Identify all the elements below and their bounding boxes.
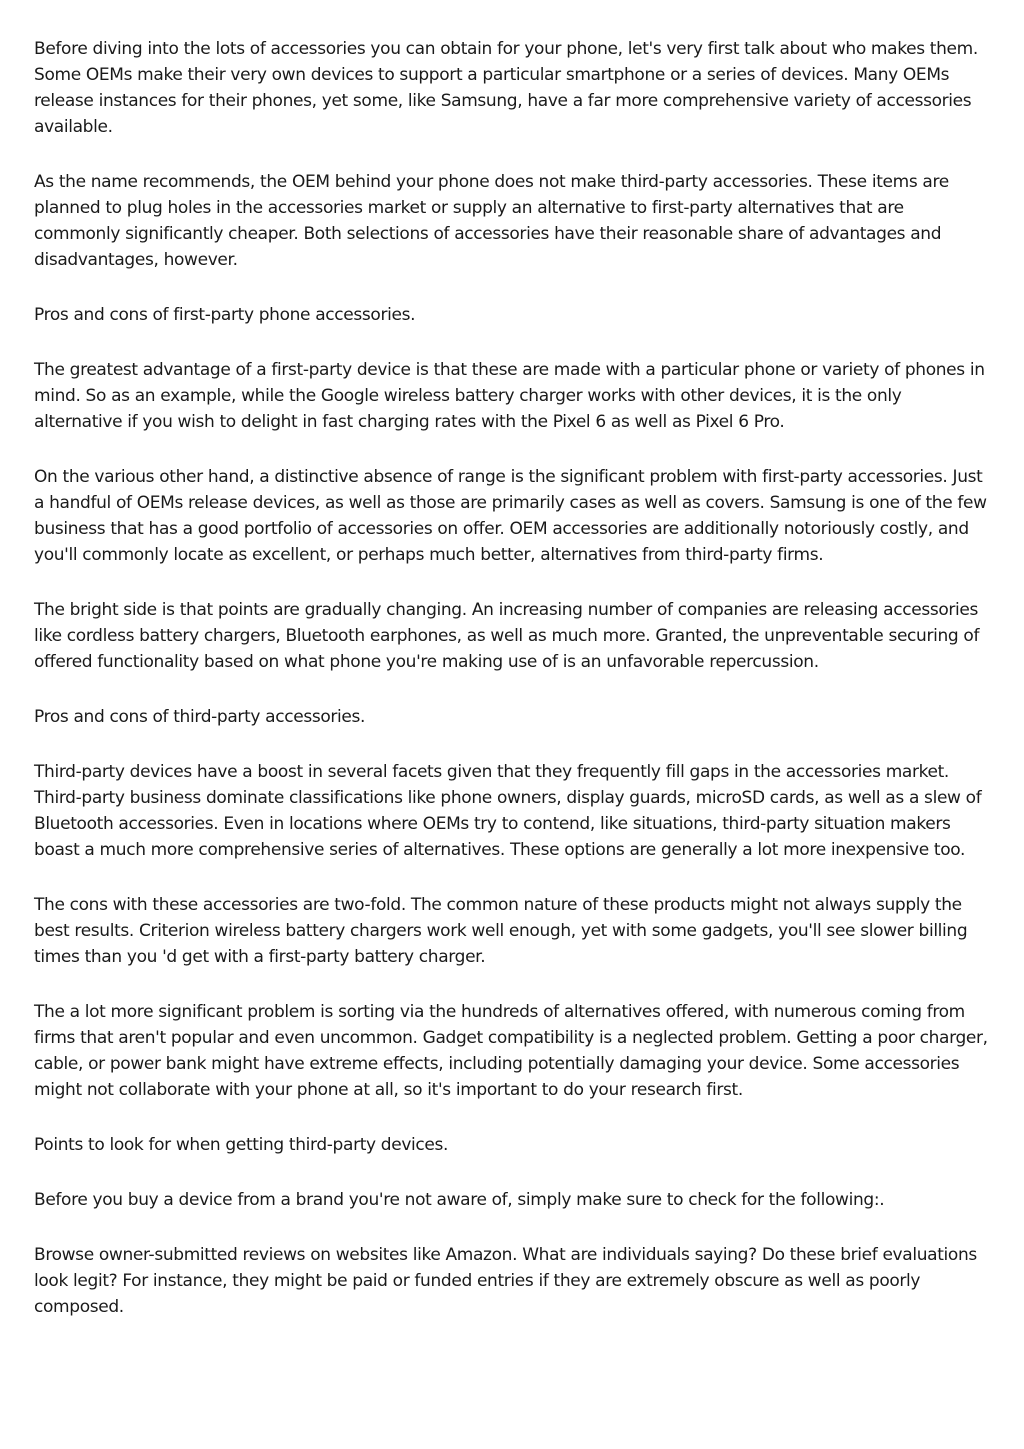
heading-first-party-pros-cons: Pros and cons of first-party phone accessories. — [34, 305, 416, 325]
paragraph-third-party-advantage: Third-party devices have a boost in several facets given that they frequently fill gaps in the accessories market. Third-party business dominate classifications like phone owners, display guards, microSD cards, as well as a slew of Bluetooth accessories. Even in locations where OEMs try to contend, like situations, third-party situation makers boast a much more comprehensive series of alternatives. These options are generally a lot more inexpensive too. — [34, 762, 982, 860]
paragraph-third-party-definition: As the name recommends, the OEM behind your phone does not make third-party accessories. These items are planned to plug holes in the accessories market or supply an alternative to first-party alternatives that are commonly significantly cheaper. Both selections of accessories have their reasonable share of advantages and disadvantages, however. — [34, 172, 949, 270]
heading-third-party-pros-cons: Pros and cons of third-party accessories. — [34, 707, 366, 727]
paragraph-third-party-cons: The cons with these accessories are two-fold. The common nature of these products might not always supply the best results. Criterion wireless battery chargers work well enough, yet with some gadgets, you'll see slower billing times than you 'd get with a first-party battery charger. — [34, 895, 968, 967]
paragraph-bright-side: The bright side is that points are gradually changing. An increasing number of companies are releasing accessories like cordless battery chargers, Bluetooth earphones, as well as much more. Granted, the unpreventable securing of offered functionality based on what phone you're making use of is an unfavorable repercussion. — [34, 600, 980, 672]
paragraph-first-party-advantage: The greatest advantage of a first-party device is that these are made with a particular phone or variety of phones in mind. So as an example, while the Google wireless battery charger works with other devices, it is the only alternative if you wish to delight in fast charging rates with the Pixel 6 as well as Pixel 6 Pro. — [34, 360, 985, 432]
paragraph-before-you-buy: Before you buy a device from a brand you're not aware of, simply make sure to check for the following:. — [34, 1190, 885, 1210]
paragraph-browse-reviews: Browse owner-submitted reviews on websites like Amazon. What are individuals saying? Do these brief evaluations look legit? For instance, they might be paid or funded entries if they are extremely obscure as well as poorly composed. — [34, 1245, 977, 1317]
paragraph-intro: Before diving into the lots of accessories you can obtain for your phone, let's very first talk about who makes them. Some OEMs make their very own devices to support a particular smartphone or a series of devices. Many OEMs release instances for their phones, yet some, like Samsung, have a far more comprehensive variety of accessories available. — [34, 39, 978, 137]
heading-what-to-look-for: Points to look for when getting third-party devices. — [34, 1135, 449, 1155]
paragraph-significant-problem: The a lot more significant problem is sorting via the hundreds of alternatives offered, with numerous coming from firms that aren't popular and even uncommon. Gadget compatibility is a neglected problem. Getting a poor charger, cable, or power bank might have extreme effects, including potentially damaging your device. Some accessories might not collaborate with your phone at all, so it's important to do your research first. — [34, 1002, 988, 1100]
article-body — [34, 36, 994, 1349]
paragraph-first-party-problem: On the various other hand, a distinctive absence of range is the significant problem with first-party accessories. Just a handful of OEMs release devices, as well as those are primarily cases as well as covers. Samsung is one of the few business that has a good portfolio of accessories on offer. OEM accessories are additionally notoriously costly, and you'll commonly locate as excellent, or perhaps much better, alternatives from third-party firms. — [34, 467, 987, 565]
